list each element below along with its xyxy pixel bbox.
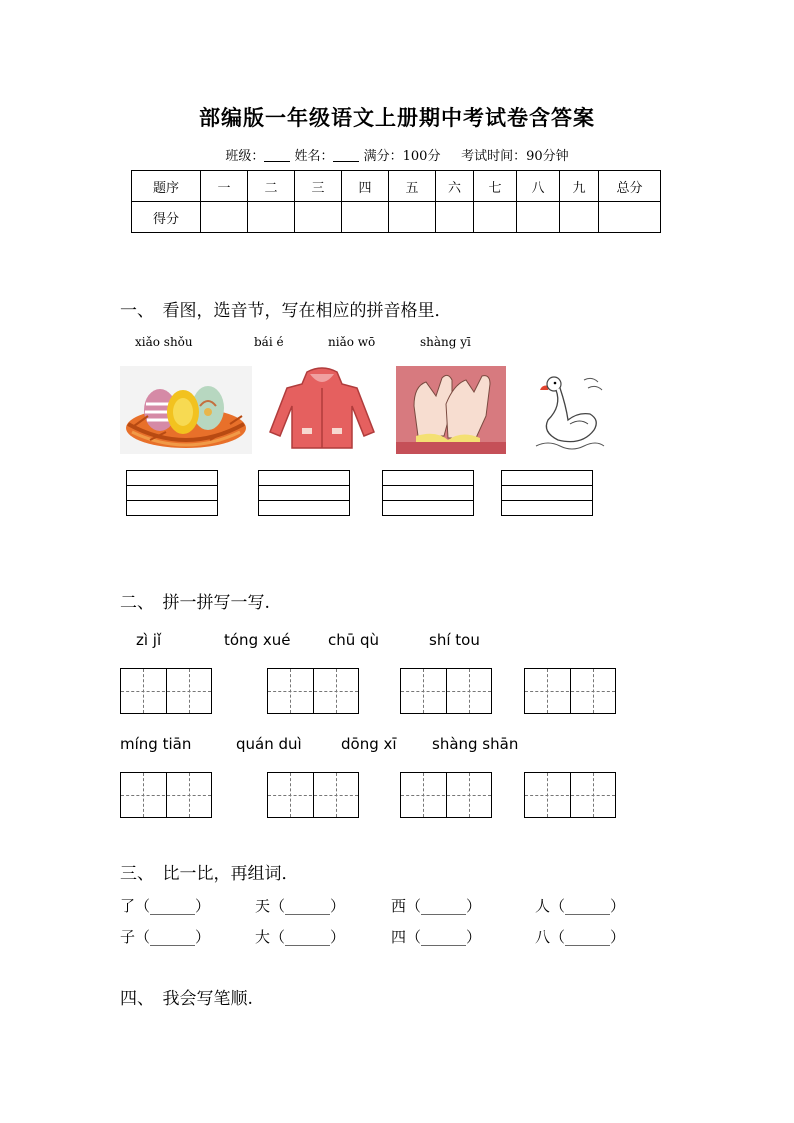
section2-heading: 二、 拼一拼写一写. — [120, 593, 270, 613]
bird-nest-eggs-icon — [120, 366, 252, 454]
tianzi-grid[interactable] — [267, 772, 359, 818]
score-table — [131, 170, 661, 233]
pinyin-label: shí tou — [429, 631, 480, 649]
score-header-cell: 六 — [436, 171, 474, 202]
word-item[interactable]: 人（______） — [535, 897, 626, 915]
score-cell[interactable] — [389, 202, 436, 233]
white-goose-icon — [528, 366, 608, 454]
tianzi-grid[interactable] — [524, 668, 616, 714]
score-cell[interactable] — [295, 202, 342, 233]
score-header-cell: 八 — [517, 171, 560, 202]
class-blank[interactable] — [264, 149, 290, 162]
score-header-cell: 四 — [342, 171, 389, 202]
word-item[interactable]: 大（______） — [255, 928, 346, 946]
pinyin-label: bái é — [254, 335, 284, 349]
pinyin-writing-grid[interactable] — [126, 470, 218, 516]
pinyin-label: míng tiān — [120, 735, 192, 753]
pinyin-label: shàng shān — [432, 735, 519, 753]
score-header-cell: 九 — [560, 171, 599, 202]
score-cell[interactable] — [248, 202, 295, 233]
word-item[interactable]: 了（______） — [120, 897, 211, 915]
tianzi-grid[interactable] — [120, 668, 212, 714]
word-item[interactable]: 西（______） — [391, 897, 482, 915]
score-row-label: 得分 — [132, 202, 201, 233]
class-label: 班级： — [225, 149, 265, 164]
tianzi-grid[interactable] — [400, 668, 492, 714]
word-item[interactable]: 天（______） — [255, 897, 346, 915]
tianzi-grid[interactable] — [524, 772, 616, 818]
score-cell[interactable] — [599, 202, 661, 233]
score-row — [132, 202, 661, 233]
pinyin-writing-grid[interactable] — [382, 470, 474, 516]
pinyin-label: zì jǐ — [136, 631, 162, 649]
exam-time: 考试时间：90分钟 — [461, 149, 569, 164]
full-marks: 满分：100分 — [363, 149, 441, 164]
tianzi-grid[interactable] — [120, 772, 212, 818]
pinyin-label: quán duì — [236, 735, 302, 753]
name-label: 姓名： — [294, 149, 334, 164]
score-header-cell: 三 — [295, 171, 342, 202]
score-header-cell: 七 — [474, 171, 517, 202]
score-cell[interactable] — [342, 202, 389, 233]
section4-heading: 四、 我会写笔顺. — [120, 989, 253, 1009]
red-coat-icon — [262, 366, 382, 454]
score-cell[interactable] — [436, 202, 474, 233]
section3-heading: 三、 比一比，再组词． — [120, 864, 299, 884]
info-line — [0, 145, 794, 164]
pinyin-label: xiǎo shǒu — [135, 335, 193, 349]
score-header-cell: 二 — [248, 171, 295, 202]
word-item[interactable]: 子（______） — [120, 928, 211, 946]
pinyin-writing-grid[interactable] — [501, 470, 593, 516]
score-cell[interactable] — [201, 202, 248, 233]
section1-heading: 一、 看图，选音节，写在相应的拼音格里． — [120, 301, 452, 321]
page-title: 部编版一年级语文上册期中考试卷含答案 — [199, 105, 595, 130]
pinyin-label: dōng xī — [341, 735, 397, 753]
pinyin-label: chū qù — [328, 631, 380, 649]
word-item[interactable]: 八（______） — [535, 928, 626, 946]
word-item[interactable]: 四（______） — [391, 928, 482, 946]
score-cell[interactable] — [560, 202, 599, 233]
score-header-cell: 题序 — [132, 171, 201, 202]
clapping-hands-icon — [396, 366, 506, 454]
pinyin-writing-grid[interactable] — [258, 470, 350, 516]
pinyin-label: tóng xué — [224, 631, 291, 649]
score-header-row — [132, 171, 661, 202]
name-blank[interactable] — [333, 149, 359, 162]
score-cell[interactable] — [517, 202, 560, 233]
pinyin-label: niǎo wō — [328, 335, 376, 349]
score-header-cell: 五 — [389, 171, 436, 202]
tianzi-grid[interactable] — [267, 668, 359, 714]
tianzi-grid[interactable] — [400, 772, 492, 818]
score-header-cell: 一 — [201, 171, 248, 202]
score-cell[interactable] — [474, 202, 517, 233]
score-header-cell: 总分 — [599, 171, 661, 202]
pinyin-label: shàng yī — [420, 335, 471, 349]
